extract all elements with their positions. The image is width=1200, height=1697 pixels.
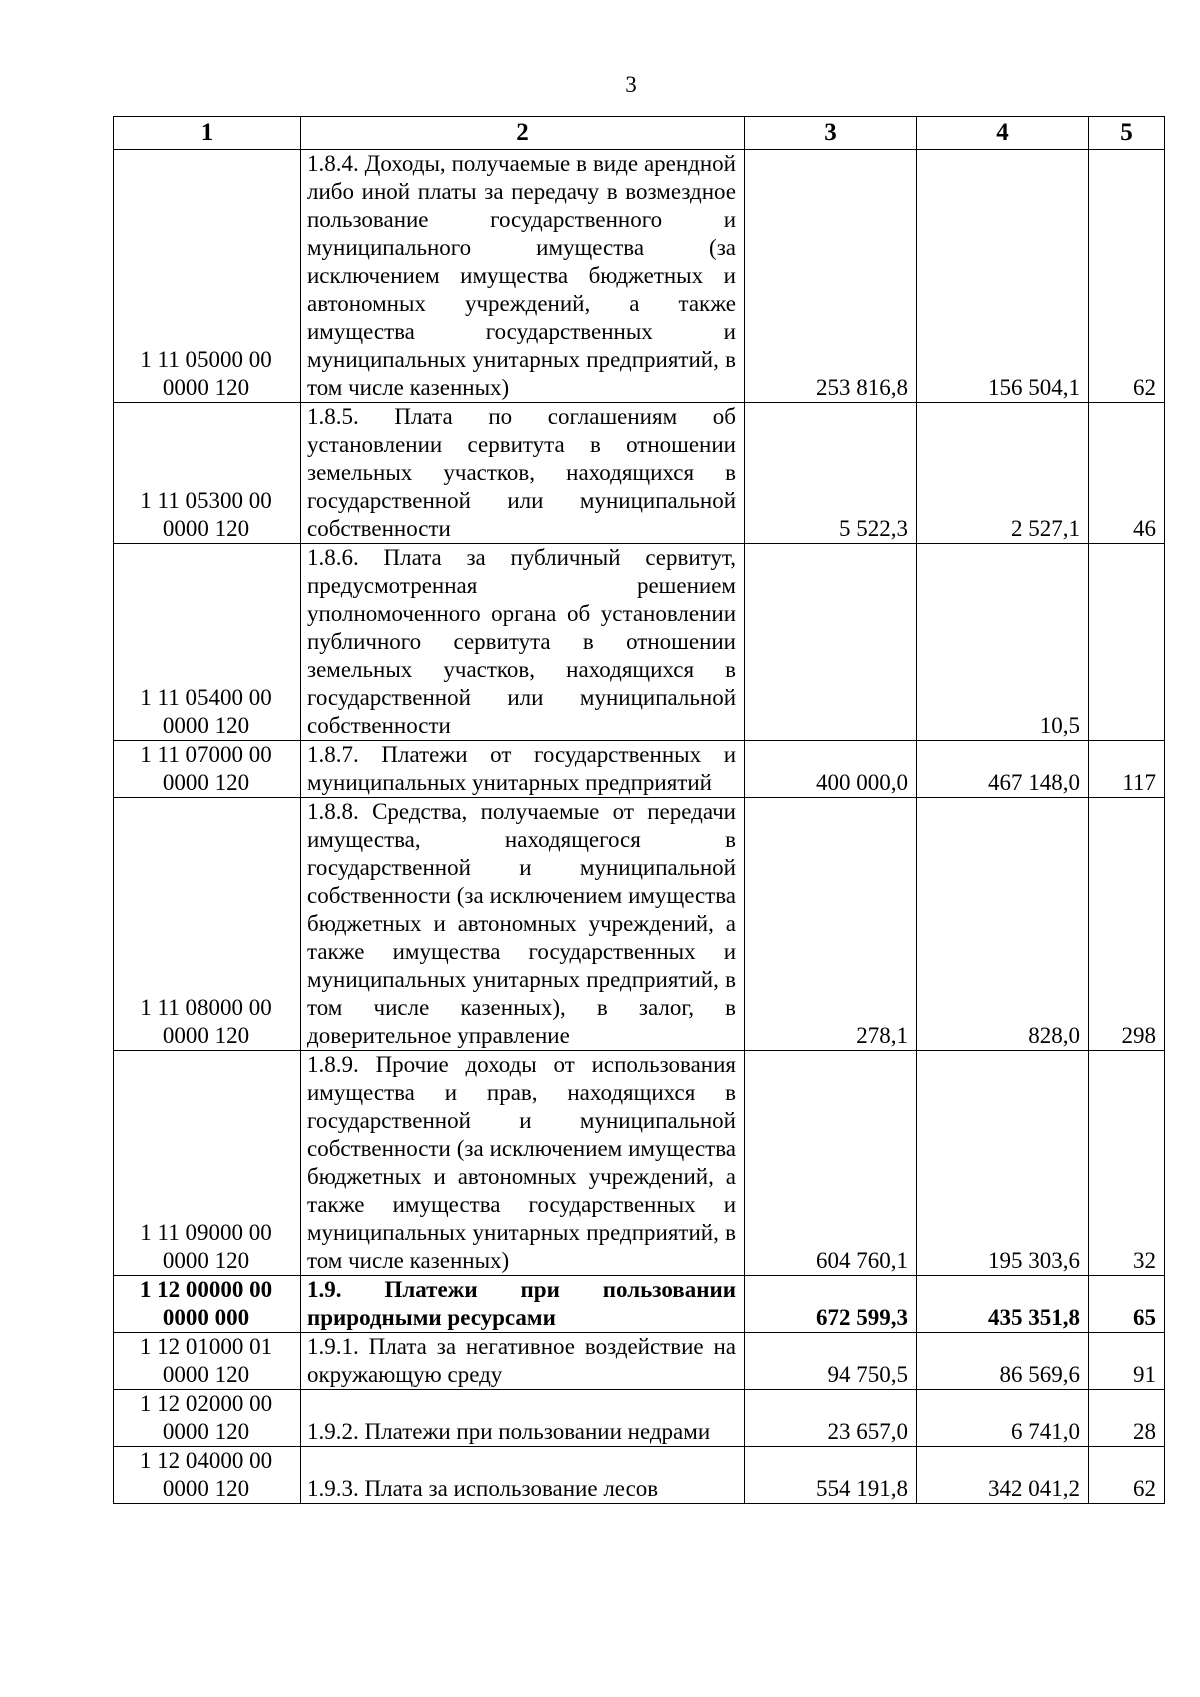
name-cell: 1.8.6. Плата за публичный сервитут, предусмотренная решением уполномоченного органа об установлении публичного сервитута в отношении земельных участков, находящихся в государственной или муниципальной собственности	[301, 544, 745, 741]
col5-percent-cell: 32	[1089, 1051, 1165, 1276]
col5-percent-cell: 65	[1089, 1276, 1165, 1333]
col4-value-cell: 6 741,0	[917, 1390, 1089, 1447]
table-row	[114, 741, 1165, 798]
table-row	[114, 1390, 1165, 1447]
code-cell: 1 11 07000 00 0000 120	[114, 741, 301, 798]
table-row	[114, 1051, 1165, 1276]
table-row	[114, 1333, 1165, 1390]
code-cell: 1 11 09000 00 0000 120	[114, 1051, 301, 1276]
code-cell: 1 11 05300 00 0000 120	[114, 403, 301, 544]
col3-value-cell: 94 750,5	[745, 1333, 917, 1390]
col4-value-cell: 195 303,6	[917, 1051, 1089, 1276]
table-row	[114, 403, 1165, 544]
col3-value-cell: 253 816,8	[745, 150, 917, 403]
code-cell: 1 11 05400 00 0000 120	[114, 544, 301, 741]
code-cell: 1 12 04000 00 0000 120	[114, 1447, 301, 1504]
name-cell: 1.8.7. Платежи от государственных и муниципальных унитарных предприятий	[301, 741, 745, 798]
header-col-2: 2	[301, 117, 745, 150]
col4-value-cell: 86 569,6	[917, 1333, 1089, 1390]
col3-value-cell: 5 522,3	[745, 403, 917, 544]
col5-percent-cell: 62	[1089, 1447, 1165, 1504]
col3-value-cell: 604 760,1	[745, 1051, 917, 1276]
col5-percent-cell: 91	[1089, 1333, 1165, 1390]
table-row	[114, 1447, 1165, 1504]
name-cell: 1.9.1. Плата за негативное воздействие на окружающую среду	[301, 1333, 745, 1390]
code-cell: 1 12 01000 01 0000 120	[114, 1333, 301, 1390]
col5-percent-cell	[1089, 544, 1165, 741]
col5-percent-cell: 46	[1089, 403, 1165, 544]
table-row	[114, 544, 1165, 741]
name-cell: 1.8.9. Прочие доходы от использования имущества и прав, находящихся в государственной и муниципальной собственности (за исключением имущества бюджетных и автономных учреждений, а также имущества государственных и муниципальных унитарных предприятий, в том числе казенных)	[301, 1051, 745, 1276]
header-col-5: 5	[1089, 117, 1165, 150]
code-cell: 1 12 00000 00 0000 000	[114, 1276, 301, 1333]
col3-value-cell: 23 657,0	[745, 1390, 917, 1447]
name-cell: 1.9.2. Платежи при пользовании недрами	[301, 1390, 745, 1447]
name-cell: 1.9. Платежи при пользовании природными ресурсами	[301, 1276, 745, 1333]
col5-percent-cell: 62	[1089, 150, 1165, 403]
col4-value-cell: 828,0	[917, 798, 1089, 1051]
header-row	[114, 117, 1165, 150]
table-row	[114, 798, 1165, 1051]
col4-value-cell: 342 041,2	[917, 1447, 1089, 1504]
col3-value-cell: 400 000,0	[745, 741, 917, 798]
page-number: 3	[625, 72, 637, 97]
header-col-3: 3	[745, 117, 917, 150]
col4-value-cell: 435 351,8	[917, 1276, 1089, 1333]
col5-percent-cell: 298	[1089, 798, 1165, 1051]
col3-value-cell: 278,1	[745, 798, 917, 1051]
code-cell: 1 11 08000 00 0000 120	[114, 798, 301, 1051]
col4-value-cell: 10,5	[917, 544, 1089, 741]
col4-value-cell: 2 527,1	[917, 403, 1089, 544]
col4-value-cell: 156 504,1	[917, 150, 1089, 403]
table-row	[114, 150, 1165, 403]
code-cell: 1 11 05000 00 0000 120	[114, 150, 301, 403]
name-cell: 1.8.4. Доходы, получаемые в виде арендной либо иной платы за передачу в возмездное пользование государственного и муниципального имущества (за исключением имущества бюджетных и автономных учреждений, а также имущества государственных и муниципальных унитарных предприятий, в том числе казенных)	[301, 150, 745, 403]
col3-value-cell	[745, 544, 917, 741]
col5-percent-cell: 117	[1089, 741, 1165, 798]
col3-value-cell: 554 191,8	[745, 1447, 917, 1504]
code-cell: 1 12 02000 00 0000 120	[114, 1390, 301, 1447]
table-body	[114, 150, 1165, 1504]
name-cell: 1.9.3. Плата за использование лесов	[301, 1447, 745, 1504]
col5-percent-cell: 28	[1089, 1390, 1165, 1447]
header-col-1: 1	[114, 117, 301, 150]
name-cell: 1.8.5. Плата по соглашениям об установлении сервитута в отношении земельных участков, находящихся в государственной или муниципальной собственности	[301, 403, 745, 544]
header-col-4: 4	[917, 117, 1089, 150]
col4-value-cell: 467 148,0	[917, 741, 1089, 798]
name-cell: 1.8.8. Средства, получаемые от передачи имущества, находящегося в государственной и муниципальной собственности (за исключением имущества бюджетных и автономных учреждений, а также имущества государственных и муниципальных унитарных предприятий, в том числе казенных), в залог, в доверительное управление	[301, 798, 745, 1051]
budget-table	[113, 116, 1165, 1504]
col3-value-cell: 672 599,3	[745, 1276, 917, 1333]
table-row	[114, 1276, 1165, 1333]
